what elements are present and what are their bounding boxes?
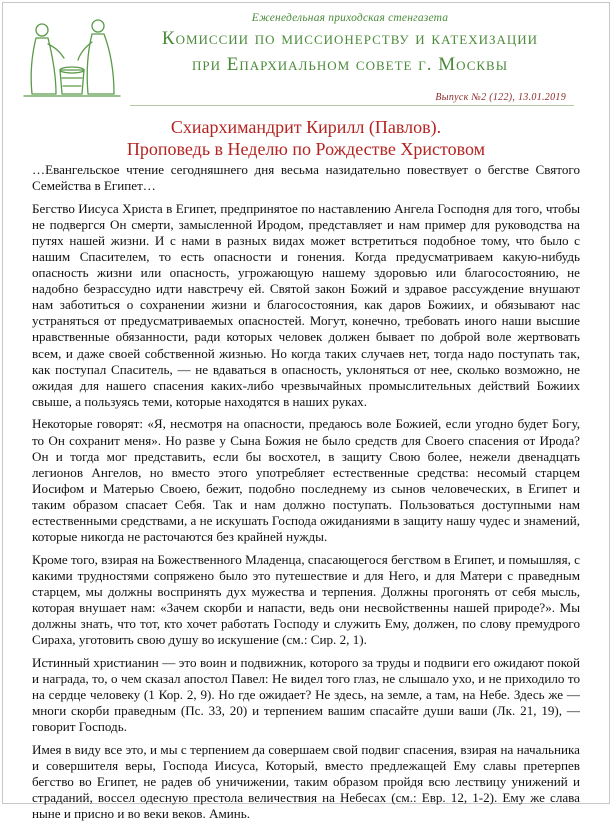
logo-icon: [22, 14, 122, 100]
paragraph-1: …Евангельское чтение сегодняшнего дня весьма назидательно повествует о бегстве Святого Семейства в Египет…: [32, 162, 580, 194]
paragraph-2: Бегство Иисуса Христа в Египет, предпринятое по наставлению Ангела Господня для того, чтобы не подвергся Он смерти, замысленной Иродом, представляет и нам пример для руководства на путях нашей жизни. И с нами в разных видах может встретиться подобное тому, что было с нашим Спасителем, то есть опасности и гонения. Когда предусматриваем какую-нибудь опасность жизни или опасность, угрожающую нашему здоровью или благосостоянию, не надобно безрассудно идти навстречу ей. Святой закон Божий и здравое рассуждение внушают нам заботиться о сохранении жизни и благосостояния, как даров Божиих, и обязывают нас устраняться от предусматриваемых опасностей. Могут, конечно, требовать иного наши высшие нравственные обязанности, ради которых человек должен бывает по доброй воле жертвовать всем, и даже своей собственной жизнью. Но когда таких случаев нет, тогда надо поступать так, как поступал Спаситель, — не вдаваться в опасность, уклоняться от нее, сколько возможно, не ожидая для нашего спасения каких-либо чрезвычайных промыслительных действий Божиих свыше, а пользуясь теми, которые находятся в наших руках.: [32, 200, 580, 409]
article-author: Схиархимандрит Кирилл (Павлов).: [170, 117, 442, 137]
paragraph-6: Имея в виду все это, и мы с терпением да совершаем свой подвиг спасения, взирая на начальника и совершителя веры, Господа Иисуса, Который, вместо предлежащей Ему славы претерпев бегство во Египет, не радев об уничижении, таким образом пройдя всю лествицу унижений и страданий, воссел одесную престола величествия на Небесах (см.: Евр. 12, 1-2). Ему же слава ныне и присно и во веки веков. Аминь.: [32, 741, 580, 822]
issue-number: Выпуск №2 (122), 13.01.2019: [435, 92, 566, 103]
newspaper-title-line2: при Епархиальном совете г. Москвы: [191, 54, 509, 75]
newspaper-subtitle: Еженедельная приходская стенгазета: [251, 12, 449, 24]
masthead: [130, 12, 570, 76]
article-title: Проповедь в Неделю по Рождестве Христовом: [126, 139, 486, 159]
paragraph-3: Некоторые говорят: «Я, несмотря на опасности, предаюсь воле Божией, если угодно будет Богу, то Он сохранит меня». Но разве у Сына Божия не было средств для Своего спасения от Ирода? Он и тогда мог представить, если бы восхотел, в защиту Свою более, нежели двенадцать легионов Ангелов, но вместо этого употребляет естественные средства: несомый старцем Иосифом и Матерью Своею, бежит, подобно последнему из сынов человеческих, в Египет и таким образом спасает Себя. Так и нам должно поступать. Пользоваться доступными нам естественными средствами, а не искушать Господа ожиданиями в защиту нашу чудес и знамений, которые никогда не расточаются без крайней нужды.: [32, 416, 580, 545]
article-body: [32, 162, 580, 829]
paragraph-5: Истинный христианин — это воин и подвижник, которого за труды и подвиги его ожидают покой и награда, то, о чем сказал апостол Павел: Не видел того глаз, не слышало ухо, и не приходило то на сердце человеку (1 Кор. 2, 9). Но где ожидает? Не здесь, на земле, а там, на Небе. Здесь же — многи скорби праведным (Пс. 33, 20) и терпением вашим спасайте души ваши (Лк. 21, 19), — говорит Господь.: [32, 654, 580, 735]
paragraph-4: Кроме того, взирая на Божественного Младенца, спасающегося бегством в Египет, и помышляя, с какими трудностями сопряжено было это путешествие и для Него, и для Матери с праведным старцем, мы должны воспринять дух мужества и терпения. Должны прогонять от себя мысль, которая внушает нам: «Зачем скорби и напасти, ведь они несвойственны нашей природе?». Мы должны знать, что тот, кто хочет работать Господу и служить Ему, должен, по слову премудрого Сираха, уготовить свою душу во искушение (см.: Сир. 2, 1).: [32, 551, 580, 648]
newspaper-title-line1: Комиссии по миссионерству и катехизации: [161, 28, 539, 49]
header-divider: [130, 105, 574, 106]
